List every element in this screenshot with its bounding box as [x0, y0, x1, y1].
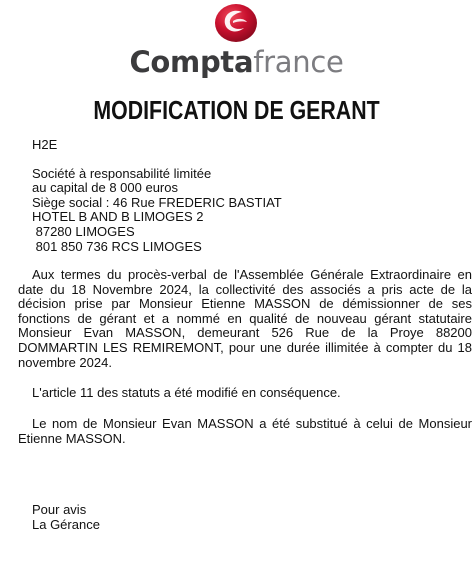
- company-name: H2E: [32, 137, 58, 152]
- spacer: [32, 153, 282, 167]
- company-city: 87280 LIMOGES: [32, 223, 135, 239]
- company-rcs: 801 850 736 RCS LIMOGES: [32, 238, 202, 254]
- closing-signature: [32, 503, 100, 532]
- body-paragraph: Le nom de Monsieur Evan MASSON a été substitué à celui de Monsieur Etienne MASSON.: [18, 416, 472, 446]
- body-paragraph: L'article 11 des statuts a été modifié en conséquence.: [32, 385, 341, 400]
- company-headquarters: Siège social : 46 Rue FREDERIC BASTIAT: [32, 194, 282, 210]
- notice-title: MODIFICATION DE GERANT: [93, 95, 380, 125]
- logo-wordmark-bold: Compta: [129, 45, 254, 79]
- company-capital: au capital de 8 000 euros: [32, 180, 178, 196]
- company-details: [32, 138, 282, 254]
- comptafrance-logo-mark-icon: [211, 2, 261, 43]
- comptafrance-logo: [0, 0, 473, 84]
- company-address-line: HOTEL B AND B LIMOGES 2: [32, 209, 204, 225]
- closing-la-gerance: La Gérance: [32, 516, 100, 532]
- logo-wordmark-light: france: [253, 45, 344, 79]
- closing-pour-avis: Pour avis: [32, 502, 87, 517]
- company-legal-form: Société à responsabilité limitée: [32, 165, 212, 181]
- logo-wordmark: [0, 44, 473, 80]
- body-paragraph: Aux termes du procès-verbal de l'Assemblée Générale Extraordinaire en date du 18 Novembre 2024, la collectivité des associés a pris acte de la décision prise par Monsieur Etienne MASSON de démissionner de ses fonctions de gérant et a nommé en qualité de nouveau gérant statutaire Monsieur Evan MASSON, demeurant 526 Rue de la Proye 88200 DOMMARTIN LES REMIREMONT, pour une durée illimitée à compter du 18 novembre 2024.: [18, 267, 472, 370]
